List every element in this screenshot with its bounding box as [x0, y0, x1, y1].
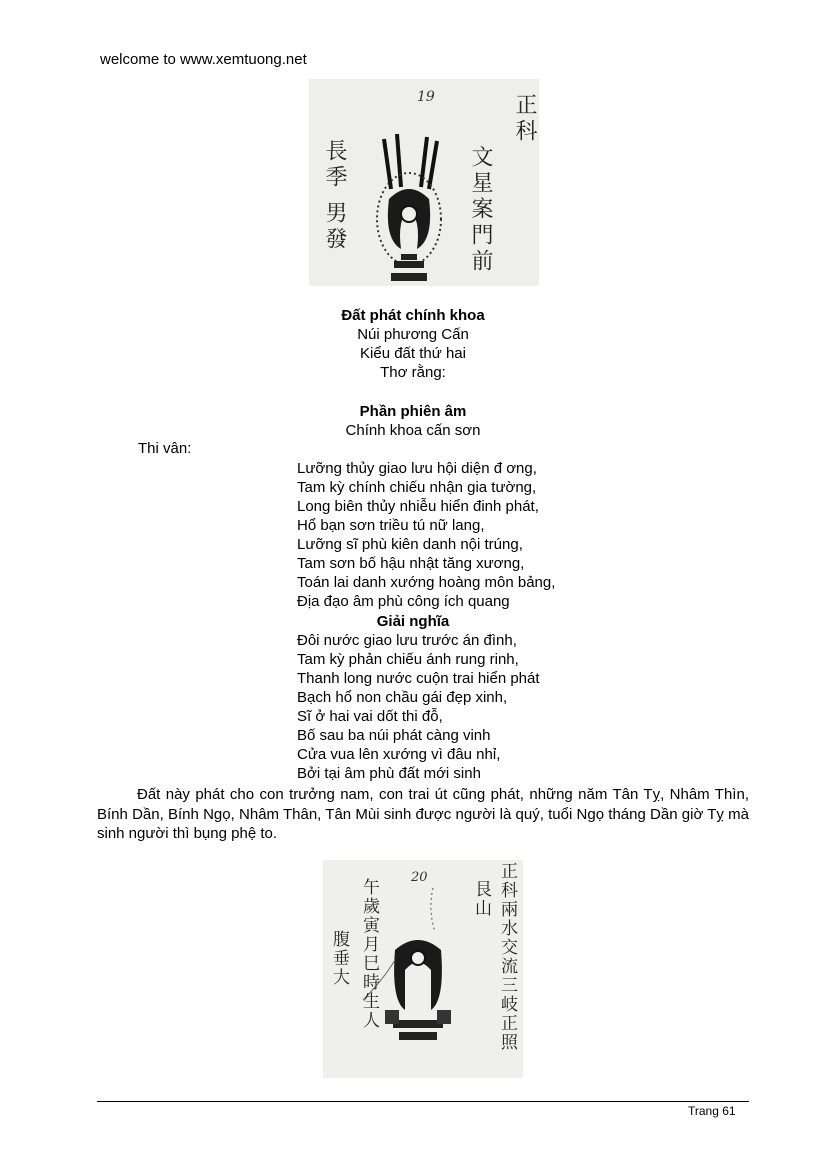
poem-line: Lưỡng thủy giao lưu hội diện đ ơng,: [297, 460, 537, 477]
figure-map-19: [309, 79, 539, 286]
figure-caption-right-top: 正科: [512, 93, 537, 145]
poem-line: Toán lai danh xướng hoàng môn bảng,: [297, 574, 556, 591]
figure-caption-left-2: 男發: [322, 201, 347, 253]
poem-line: Đôi nước giao lưu trước án đình,: [297, 632, 517, 649]
footer-rule: [97, 1101, 749, 1102]
poem-line: Long biên thủy nhiễu hiển đinh phát,: [297, 498, 539, 515]
poem-line: Tam kỳ chính chiếu nhận gia tường,: [297, 479, 537, 496]
figure-caption-left-1: 長季: [322, 139, 347, 191]
title-main: Đất phát chính khoa: [341, 307, 485, 324]
body-paragraph: [97, 785, 749, 844]
poem-line: Cửa vua lên xướng vì đâu nhỉ,: [297, 746, 501, 763]
poem-line: Bởi tại âm phù đất mới sinh: [297, 765, 481, 782]
poem-line: Tam sơn bố hậu nhật tăng xương,: [297, 555, 525, 572]
poem-line: Bạch hổ non chầu gái đẹp xinh,: [297, 689, 508, 706]
figure-caption-mid: 午歲寅月巳時生人: [359, 878, 379, 1030]
poem-line: Bố sau ba núi phát càng vinh: [297, 727, 491, 744]
poem-line: Tam kỳ phản chiếu ánh rung rinh,: [297, 651, 519, 668]
figure-number: 20: [411, 870, 428, 885]
poem-intro: Thi vân:: [138, 440, 192, 457]
poem-meaning: [297, 631, 540, 783]
poem-line: Địa đạo âm phù công ích quang: [297, 593, 510, 610]
section-heading-meaning: Giải nghĩa: [376, 613, 450, 630]
page-number: Trang 61: [688, 1104, 736, 1118]
figure-caption-right: 文星案門前: [468, 145, 493, 275]
title-line3: Thơ rằng:: [380, 364, 446, 381]
poem-line: Sĩ ở hai vai dốt thi đỗ,: [297, 708, 443, 725]
body-paragraph-text: Đất này phát cho con trưởng nam, con trai út cũng phát, những năm Tân Tỵ, Nhâm Thìn, Bính Dần, Bính Ngọ, Nhâm Thân, Tân Mùi sinh được người là quý, tuổi Ngọ tháng Dần giờ Tỵ mà sinh người thì bụng phệ to.: [97, 786, 749, 842]
section-subheading: Chính khoa cấn sơn: [345, 422, 481, 439]
poem-line: Lưỡng sĩ phù kiên danh nội trúng,: [297, 536, 523, 553]
figure-number: 19: [417, 89, 435, 105]
poem-line: Hổ bạn sơn triều tú nữ lang,: [297, 517, 485, 534]
title-line1: Núi phương Cấn: [357, 326, 469, 343]
section-heading-phonetic: Phần phiên âm: [359, 403, 467, 420]
figure-map-20: [323, 860, 523, 1078]
poem-line: Thanh long nước cuộn trai hiển phát: [297, 670, 540, 687]
figure-caption-right: 正科兩水交流三岐正照: [497, 862, 517, 1052]
poem-phonetic: [297, 459, 555, 611]
figure-caption-left: 腹垂大: [329, 930, 349, 987]
figure-caption-right-2: 艮山: [471, 880, 491, 918]
site-header: welcome to www.xemtuong.net: [100, 51, 307, 68]
title-line2: Kiểu đất thứ hai: [360, 345, 466, 362]
